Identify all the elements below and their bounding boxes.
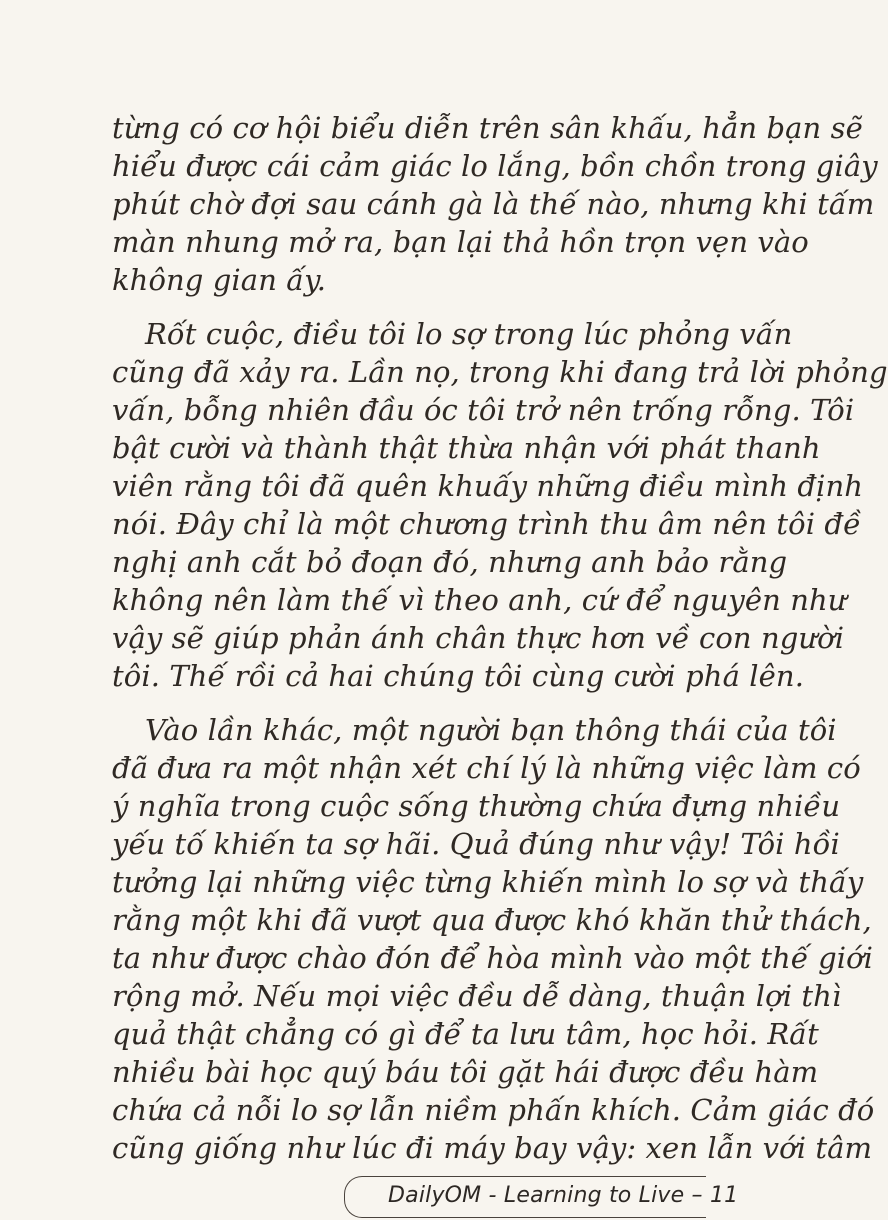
text-line-13: không nên làm thế vì theo anh, cứ để nguyên như — [112, 583, 847, 617]
text-line-24: quả thật chẳng có gì để ta lưu tâm, học hỏi. Rất — [112, 1017, 819, 1051]
footer-label: DailyOM - Learning to Live – 11 — [388, 1183, 739, 1208]
text-line-18: ý nghĩa trong cuộc sống thường chứa đựng nhiều — [112, 789, 841, 823]
text-line-19: yếu tố khiến ta sợ hãi. Quả đúng như vậy! Tôi hồi — [112, 827, 840, 861]
text-line-17: đã đưa ra một nhận xét chí lý là những việc làm có — [112, 751, 861, 785]
text-line-1: từng có cơ hội biểu diễn trên sân khấu, hẳn bạn sẽ — [112, 111, 863, 145]
text-line-9: bật cười và thành thật thừa nhận với phát thanh — [112, 431, 821, 465]
text-line-21: rằng một khi đã vượt qua được khó khăn thử thách, — [112, 903, 872, 937]
text-line-26: chứa cả nỗi lo sợ lẫn niềm phấn khích. Cảm giác đó — [112, 1093, 875, 1127]
text-line-14: vậy sẽ giúp phản ánh chân thực hơn về con người — [112, 621, 845, 655]
text-line-4: màn nhung mở ra, bạn lại thả hồn trọn vẹn vào — [112, 225, 809, 259]
text-line-15: tôi. Thế rồi cả hai chúng tôi cùng cười phá lên. — [112, 659, 805, 693]
text-line-27: cũng giống như lúc đi máy bay vậy: xen lẫn với tâm — [112, 1131, 873, 1165]
text-line-7: cũng đã xảy ra. Lần nọ, trong khi đang trả lời phỏng — [112, 355, 888, 389]
text-line-11: nói. Đây chỉ là một chương trình thu âm nên tôi đề — [112, 507, 862, 541]
text-line-10: viên rằng tôi đã quên khuấy những điều mình định — [112, 469, 864, 503]
text-line-25: nhiều bài học quý báu tôi gặt hái được đều hàm — [112, 1055, 819, 1089]
text-line-20: tưởng lại những việc từng khiến mình lo sợ và thấy — [112, 865, 864, 899]
text-line-6: Rốt cuộc, điều tôi lo sợ trong lúc phỏng vấn — [145, 317, 793, 351]
text-line-23: rộng mở. Nếu mọi việc đều dễ dàng, thuận lợi thì — [112, 979, 842, 1013]
text-line-3: phút chờ đợi sau cánh gà là thế nào, nhưng khi tấm — [112, 187, 875, 221]
text-line-16: Vào lần khác, một người bạn thông thái của tôi — [145, 713, 837, 747]
text-line-22: ta như được chào đón để hòa mình vào một thế giới — [112, 941, 874, 975]
text-line-12: nghị anh cắt bỏ đoạn đó, nhưng anh bảo rằng — [112, 545, 788, 579]
text-line-2: hiểu được cái cảm giác lo lắng, bồn chồn trong giây — [112, 149, 878, 183]
text-line-5: không gian ấy. — [112, 263, 327, 297]
text-line-8: vấn, bỗng nhiên đầu óc tôi trở nên trống rỗng. Tôi — [112, 393, 855, 427]
